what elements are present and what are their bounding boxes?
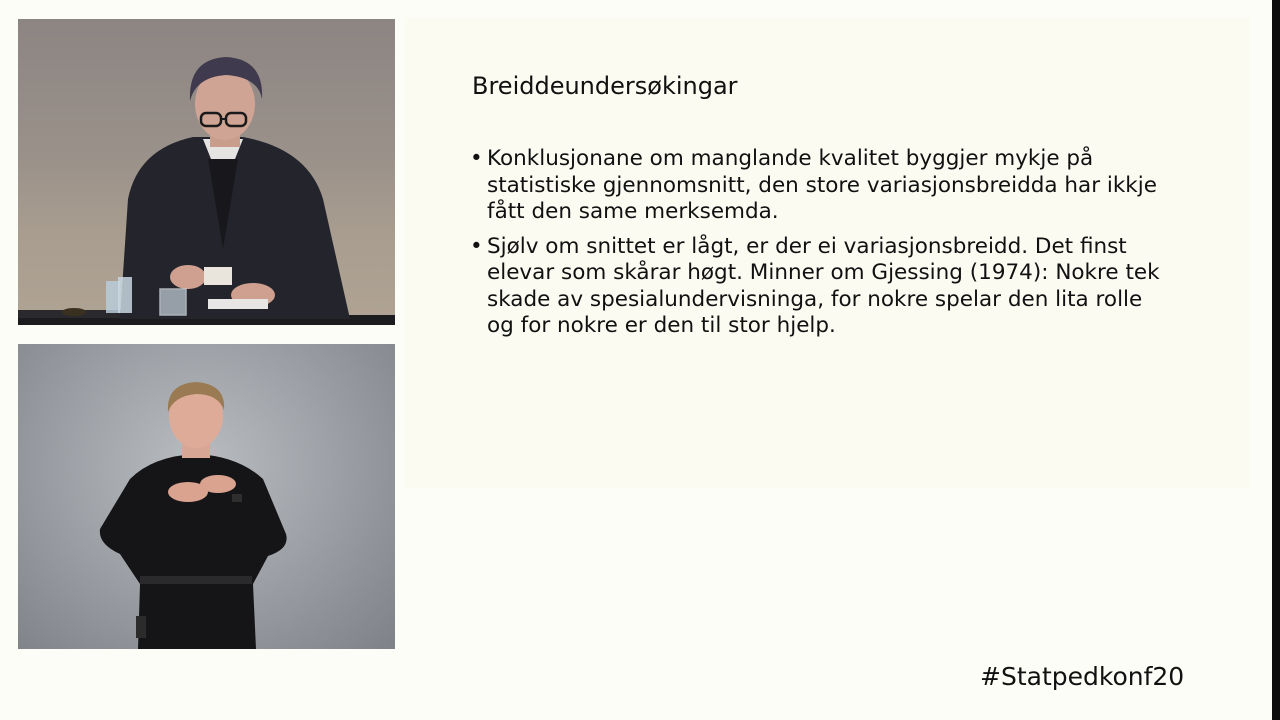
slide-title: Breiddeundersøkingar [472,72,738,100]
interpreter-video [18,344,395,649]
speaker-video-image [18,19,395,325]
conference-hashtag: #Statpedkonf20 [980,662,1185,691]
interpreter-video-image [18,344,395,649]
bullet-item: • Sjølv om snittet er lågt, er der ei variasjonsbreidd. Det finst elevar som skårar høgt. Minner om Gjessing (1974): Nokre tek skade av spesialundervisninga, for nokre spelar den lita rolle og for nokre er den til stor hjelp. [470,234,1170,340]
bullet-item: • Konklusjonane om manglande kvalitet byggjer mykje på statistiske gjennomsnitt, den store variasjonsbreidda har ikkje fått den same merksemda. [470,146,1170,226]
speaker-video [18,19,395,325]
slide-bullet-list [470,146,1170,348]
right-edge-bar [1272,0,1280,720]
